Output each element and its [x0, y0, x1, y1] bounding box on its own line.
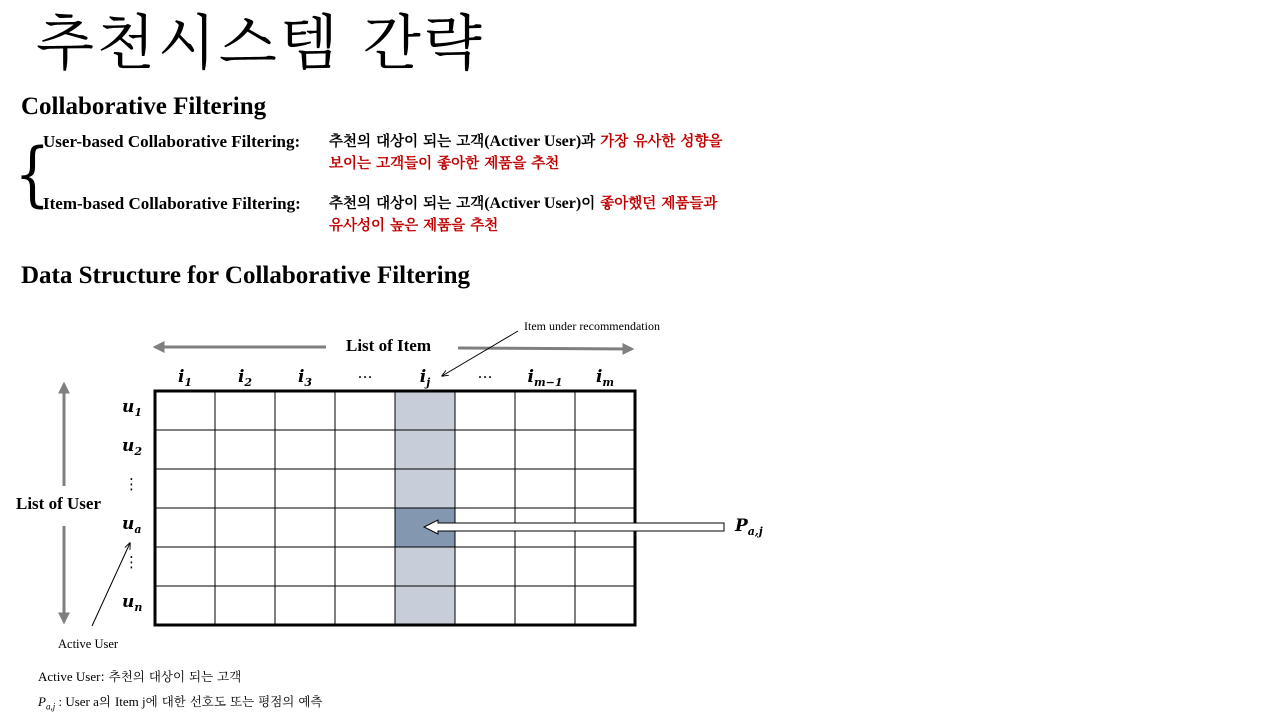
item-based-highlight: 좋아했던 제품들과	[600, 196, 718, 212]
user-header-subscript: a	[134, 523, 142, 536]
cf-heading: Collaborative Filtering	[21, 93, 267, 120]
note-pred-symbol	[38, 694, 56, 712]
prediction-symbol: P	[735, 516, 748, 536]
list-of-item-label: List of Item	[346, 336, 431, 355]
note-pred-symbol-base: P	[38, 694, 46, 709]
item-header-symbol: …	[357, 364, 373, 382]
item-header	[515, 367, 575, 393]
item-based-text: 이	[581, 196, 601, 212]
user-based-text: (Activer User)	[484, 133, 582, 150]
note-active-user	[38, 667, 241, 685]
user-header-symbol: u	[122, 397, 135, 417]
item-axis-arrow-right	[458, 348, 632, 349]
user-header	[122, 514, 142, 540]
item-header-symbol: i	[595, 367, 603, 387]
item-header-symbol: i	[419, 367, 427, 387]
note-active-user-definition: : 추천의 대상이 되는 고객	[100, 669, 242, 684]
item-header-subscript: 2	[244, 376, 253, 389]
slide-title: 추천시스템 간략	[36, 9, 485, 79]
note-pred-text: 에 대한 선호도 또는 평점의 예측	[145, 694, 323, 709]
note-pred-text: 의	[98, 694, 115, 709]
user-header-symbol: u	[122, 514, 135, 534]
note-pred-text: Item j	[114, 694, 146, 709]
item-header-subscript: 1	[184, 376, 193, 389]
item-header-symbol: i	[237, 367, 245, 387]
user-header-symbol: ⋮	[124, 553, 139, 571]
item-based-cf-label: Item-based Collaborative Filtering:	[43, 194, 301, 213]
item-header-symbol: i	[177, 367, 185, 387]
note-pred-symbol-sub: a,j	[45, 701, 56, 712]
item-based-text: (Activer User)	[484, 195, 582, 212]
prediction-arrow	[424, 520, 724, 534]
item-header	[575, 367, 635, 393]
item-header-subscript: m	[602, 376, 615, 389]
user-header-ellipsis	[124, 553, 139, 571]
item-header	[155, 367, 215, 393]
item-header-symbol: i	[297, 367, 305, 387]
item-header	[215, 367, 275, 393]
user-header	[122, 592, 142, 618]
item-under-recommendation-label: Item under recommendation	[524, 319, 660, 333]
item-header	[275, 367, 335, 393]
user-based-highlight: 가장 유사한 성향을	[600, 134, 723, 150]
curly-brace: {	[14, 133, 51, 215]
user-based-text: 추천의 대상이 되는 고객	[329, 134, 485, 150]
matrix-grid	[155, 391, 635, 625]
user-header	[122, 397, 142, 423]
item-header-symbol: …	[477, 364, 493, 382]
note-pred-text: : User a	[55, 694, 99, 709]
user-header-subscript: n	[134, 601, 143, 614]
item-header-subscript: 3	[304, 376, 313, 389]
item-header-symbol: i	[527, 367, 534, 387]
note-active-user-term: Active User	[38, 669, 101, 684]
data-structure-heading: Data Structure for Collaborative Filtering	[21, 262, 470, 289]
prediction-label	[735, 516, 763, 542]
user-header-subscript: 2	[134, 445, 143, 458]
user-header-ellipsis	[124, 475, 139, 493]
item-header-subscript: m−1	[533, 376, 563, 389]
user-header	[122, 436, 142, 462]
item-based-highlight: 유사성이 높은 제품을 추천	[329, 218, 499, 234]
user-based-text: 과	[581, 134, 601, 150]
user-header-symbol: ⋮	[124, 475, 139, 493]
item-header-subscript: j	[426, 376, 431, 389]
user-header-symbol: u	[122, 436, 135, 456]
user-based-highlight: 보이는 고객들이 좋아한 제품을 추천	[329, 156, 560, 172]
item-header-ellipsis	[455, 364, 515, 382]
list-of-user-label: List of User	[16, 494, 101, 513]
item-header	[395, 367, 455, 393]
user-header-symbol: u	[122, 592, 135, 612]
note-prediction	[38, 692, 323, 712]
item-based-text: 추천의 대상이 되는 고객	[329, 196, 485, 212]
active-user-callout-label: Active User	[58, 637, 119, 651]
user-based-cf-label: User-based Collaborative Filtering:	[43, 132, 301, 151]
item-header-ellipsis	[335, 364, 395, 382]
user-header-subscript: 1	[134, 406, 143, 419]
prediction-subscript: a,j	[747, 525, 763, 538]
